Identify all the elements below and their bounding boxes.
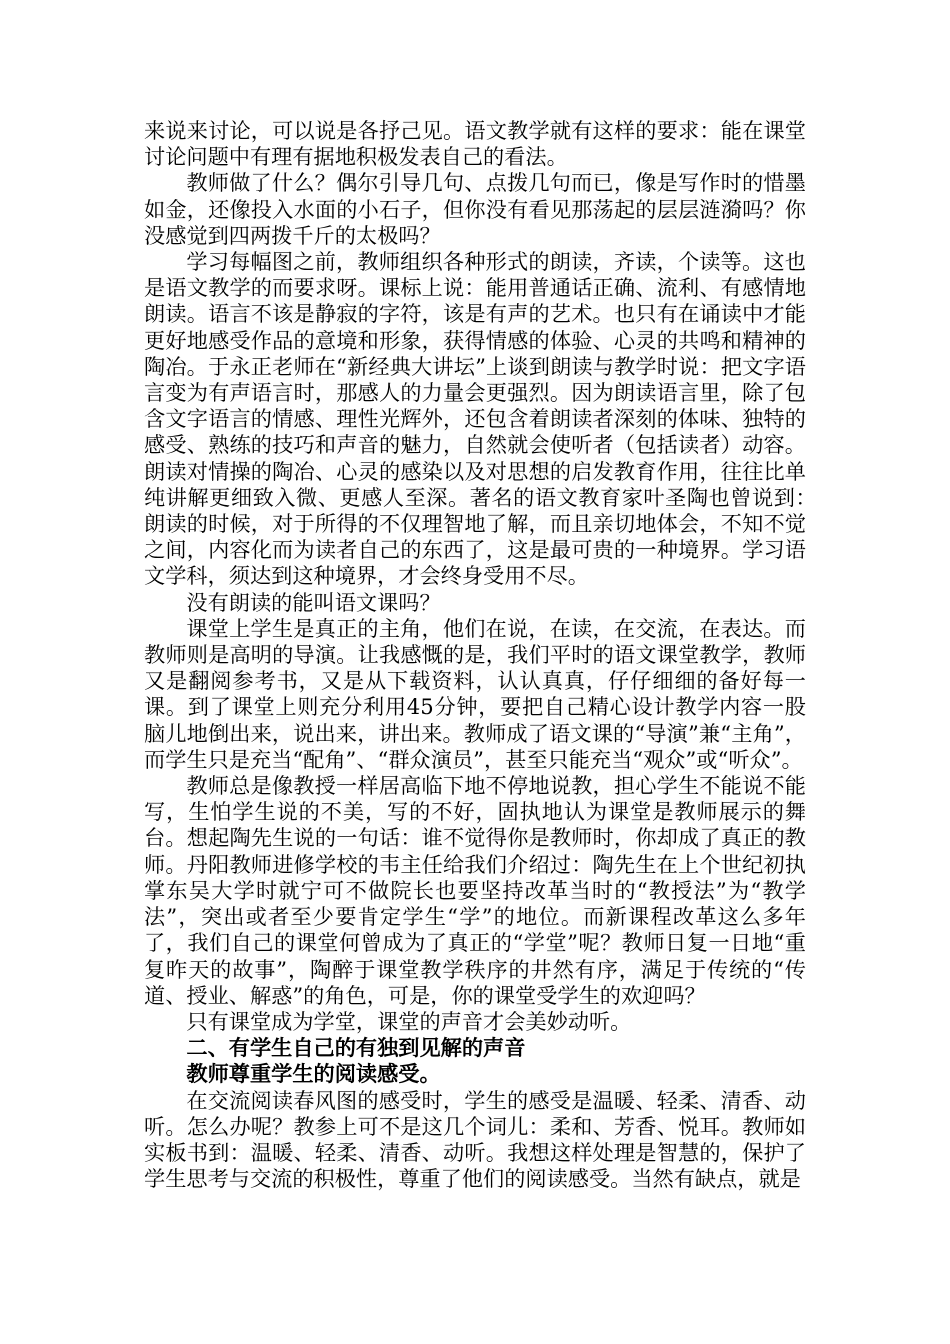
paragraph-teacher-role: 教师做了什么？偶尔引导几句、点拨几句而已，像是写作时的惜墨如金，还像投入水面的小石子，但你没有看见那荡起的层层涟漪吗？你没感觉到四两拨千斤的太极吗？ bbox=[144, 170, 806, 248]
paragraph-reading-aloud: 学习每幅图之前，教师组织各种形式的朗读，齐读，个读等。这也是语文教学的而要求呀。课标上说：能用普通话正确、流利、有感情地朗读。语言不该是静寂的字符，该是有声的艺术。也只有在诵读中才能更好地感受作品的意境和形象，获得情感的体验、心灵的共鸣和精神的陶冶。于永正老师在“新经典大讲坛”上谈到朗读与教学时说：把文字语言变为有声语言时，那感人的力量会更强烈。因为朗读语言里，除了包含文字语言的情感、理性光辉外，还包含着朗读者深刻的体味、独特的感受、熟练的技巧和声音的魅力，自然就会使听者（包括读者）动容。朗读对情操的陶冶、心灵的感染以及对思想的启发教育作用，往往比单纯讲解更细致入微、更感人至深。著名的语文教育家叶圣陶也曾说到： 朗读的时候，对于所得的不仅理智地了解，而且亲切地体会，不知不觉之间，内容化而为读者自己的东西了，这是最可贵的一种境界。学习语文学科，须达到这种境界，才会终身受用不尽。 bbox=[144, 249, 849, 589]
paragraph-continuation: 来说来讨论，可以说是各抒己见。语文教学就有这样的要求：能在课堂讨论问题中有理有据地积极发表自己的看法。 bbox=[144, 118, 806, 170]
paragraph-classroom-conclusion: 只有课堂成为学堂，课堂的声音才会美妙动听。 bbox=[186, 1008, 632, 1034]
document-page bbox=[144, 118, 849, 1192]
subsection-heading: 教师尊重学生的阅读感受。 bbox=[186, 1061, 441, 1087]
paragraph-question: 没有朗读的能叫语文课吗？ bbox=[186, 589, 441, 615]
paragraph-teacher-lecturing: 教师总是像教授一样居高临下地不停地说教，担心学生不能说不能写，生怕学生说的不美，写的不好，固执地认为课堂是教师展示的舞台。想起陶先生说的一句话：谁不觉得你是教师时，你却成了真正的教师。丹阳教师进修学校的韦主任给我们介绍过：陶先生在上个世纪初执掌东吴大学时就宁可不做院长也要坚持改革当时的“教授法”为“教学法”，突出或者至少要肯定学生“学”的地位。而新课程改革这么多年了，我们自己的课堂何曾成为了真正的“学堂”呢？教师日复一日地“重复昨天的故事”，陶醉于课堂教学秩序的井然有序，满足于传统的“传道、授业、解惑”的角色，可是，你的课堂受学生的欢迎吗？ bbox=[144, 773, 806, 1008]
paragraph-reading-feelings: 在交流阅读春风图的感受时，学生的感受是温暖、轻柔、清香、动听。怎么办呢？教参上可不是这几个词儿：柔和、芳香、悦耳。教师如实板书到：温暖、轻柔、清香、动听。我想这样处理是智慧的，保护了学生思考与交流的积极性，尊重了他们的阅读感受。当然有缺点，就是 bbox=[144, 1087, 806, 1192]
section-heading: 二、有学生自己的有独到见解的声音 bbox=[186, 1035, 526, 1061]
paragraph-students-main-role: 课堂上学生是真正的主角，他们在说，在读，在交流，在表达。而教师则是高明的导演。让我感慨的是，我们平时的语文课堂教学，教师又是翻阅参考书，又是从下载资料，认认真真，仔仔细细的备好每一课。到了课堂上则充分利用45分钟，要把自己精心设计教学内容一股脑儿地倒出来，说出来，讲出来。教师成了语文课的“导演”兼“主角”，而学生只是充当“配角”、“群众演员”，甚至只能充当“观众”或“听众”。 bbox=[144, 615, 806, 772]
